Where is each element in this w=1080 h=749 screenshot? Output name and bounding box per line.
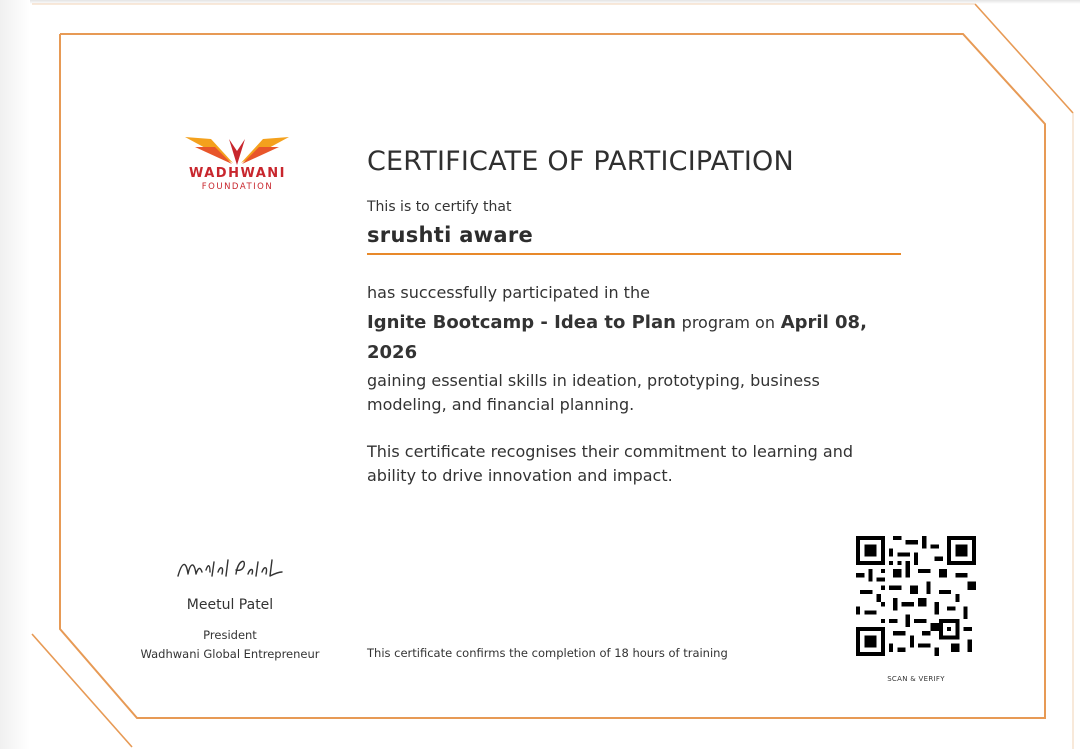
logo-subtitle: FOUNDATION [201,182,274,192]
wadhwani-logo [175,133,300,195]
signatory-organization: Wadhwani Global Entrepreneur [140,647,320,661]
participated-line: has successfully participated in the [367,283,650,302]
wadhwani-wings-icon [175,133,300,167]
certificate-title: CERTIFICATE OF PARTICIPATION [367,146,794,177]
signatory-name: Meetul Patel [186,597,274,613]
program-date: April 08, 2026 [367,312,867,363]
program-line [367,308,907,368]
skills-line: gaining essential skills in ideation, prototyping, business modeling, and financial planning. [367,371,820,414]
qr-code-icon[interactable] [856,536,976,656]
completion-note: This certificate confirms the completion of 18 hours of training [367,646,728,660]
program-name: Ignite Bootcamp - Idea to Plan [367,312,676,333]
logo-wordmark: WADHWANI [188,166,287,181]
recognition-line: This certificate recognises their commitment to learning and ability to drive innovation and impact. [367,442,853,485]
signatory-block [110,552,350,667]
program-word: program on [681,313,775,332]
signature-image [170,552,290,586]
signatory-role: President [203,628,257,642]
recipient-name: srushti aware [367,223,534,247]
certify-line: This is to certify that [367,199,512,215]
scan-verify-label: SCAN & VERIFY [887,675,945,683]
name-underline [367,253,901,255]
